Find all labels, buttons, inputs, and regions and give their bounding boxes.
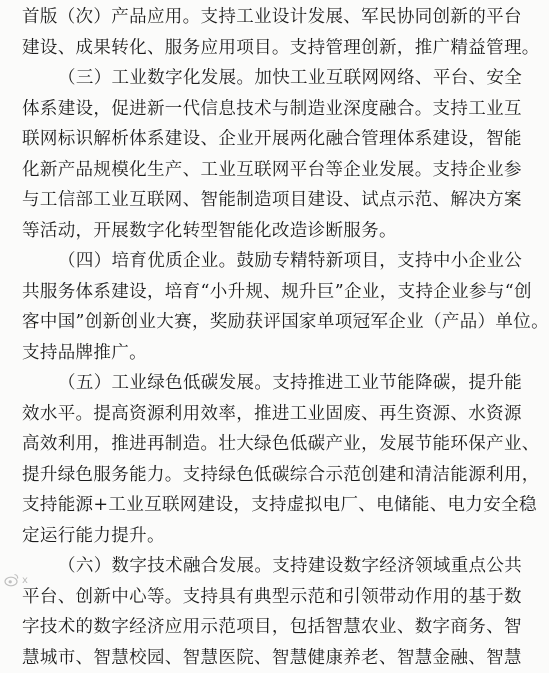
text-line: 高效利用，推进再制造。壮大绿色低碳产业，发展节能环保产业、 (22, 429, 478, 460)
section-heading-line: （三）工业数字化发展。加快工业互联网网络、平台、安全 (22, 63, 478, 94)
text-line: 慧城市、智慧校园、智慧医院、智慧健康养老、智慧金融、智慧 (22, 643, 478, 673)
text-line: 化新产品规模化生产、工业互联网平台等企业发展。支持企业参 (22, 155, 478, 186)
text-line: 体系建设，促进新一代信息技术与制造业深度融合。支持工业互 (22, 94, 478, 125)
text-line: 平台、创新中心等。支持具有典型示范和引领带动作用的基于数 (22, 582, 478, 613)
text-line: 联网标识解析体系建设、企业开展两化融合管理体系建设，智能 (22, 124, 478, 155)
text-line: 支持能源+工业互联网建设，支持虚拟电厂、电储能、电力安全稳 (22, 490, 478, 521)
text-line: 等活动，开展数字化转型智能化改造诊断服务。 (22, 216, 478, 247)
text-line: 与工信部工业互联网、智能制造项目建设、试点示范、解决方案 (22, 185, 478, 216)
document-body (22, 2, 478, 673)
weibo-logo-icon (4, 572, 20, 588)
text-line: 提升绿色服务能力。支持绿色低碳综合示范创建和清洁能源利用， (22, 460, 478, 491)
watermark (4, 572, 28, 588)
text-line: 字技术的数字经济应用示范项目，包括智慧农业、数字商务、智 (22, 612, 478, 643)
text-line: 定运行能力提升。 (22, 521, 478, 552)
text-line: 客中国”创新创业大赛，奖励获评国家单项冠军企业（产品）单位。 (22, 307, 478, 338)
text-line: 效水平。提高资源利用效率，推进工业固废、再生资源、水资源 (22, 399, 478, 430)
section-heading-line: （四）培育优质企业。鼓励专精特新项目，支持中小企业公 (22, 246, 478, 277)
section-heading-line: （五）工业绿色低碳发展。支持推进工业节能降碳，提升能 (22, 368, 478, 399)
text-line: 首版（次）产品应用。支持工业设计发展、军民协同创新的平台 (22, 2, 478, 33)
text-line: 支持品牌推广。 (22, 338, 478, 369)
text-line: 建设、成果转化、服务应用项目。支持管理创新，推广精益管理。 (22, 33, 478, 64)
watermark-text: x (22, 575, 28, 586)
text-line: 共服务体系建设，培育“小升规、规升巨”企业，支持企业参与“创 (22, 277, 478, 308)
section-heading-line: （六）数字技术融合发展。支持建设数字经济领域重点公共 (22, 551, 478, 582)
